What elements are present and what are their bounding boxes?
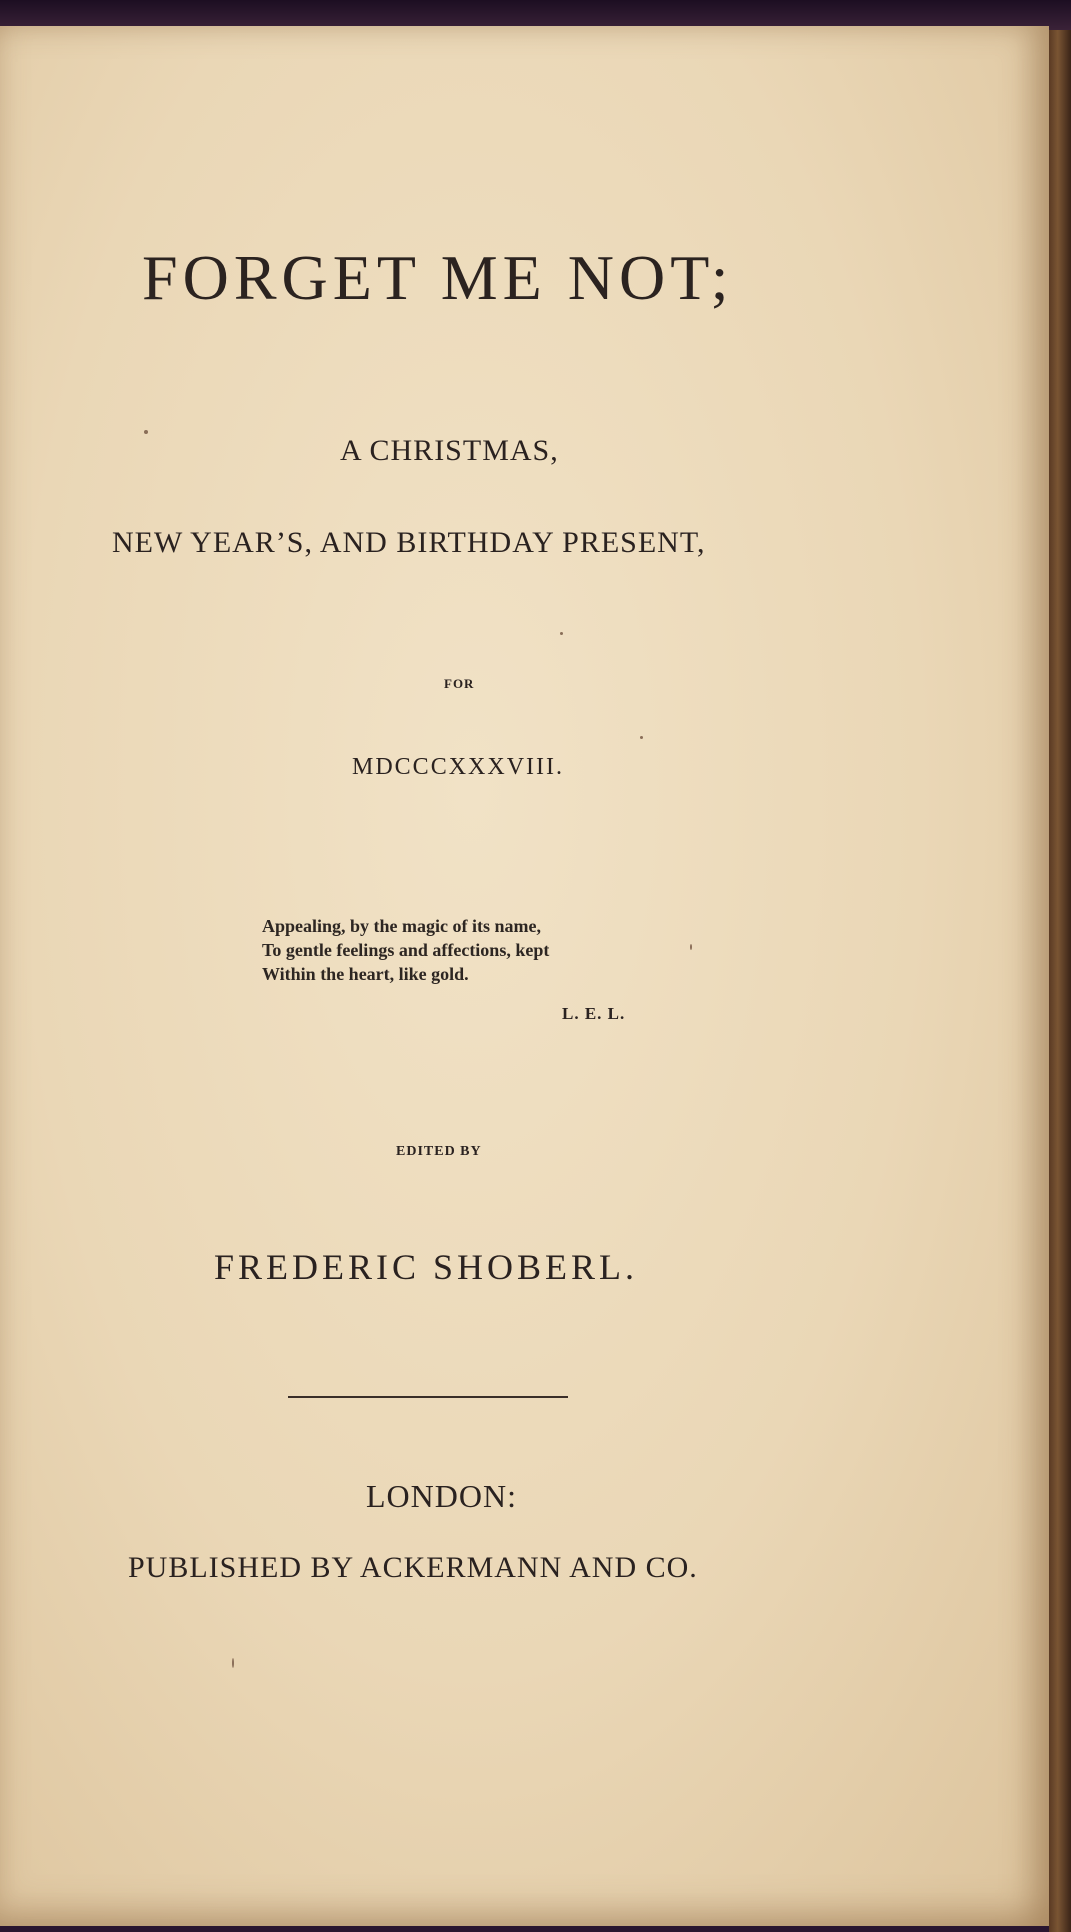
book-spine-edge bbox=[1049, 30, 1071, 1932]
editor-name: FREDERIC SHOBERL. bbox=[214, 1247, 639, 1287]
paper-speck bbox=[144, 430, 148, 434]
publication-year: MDCCCXXXVIII. bbox=[352, 754, 564, 780]
epigraph-attribution: L. E. L. bbox=[562, 1004, 626, 1023]
publisher-line: PUBLISHED BY ACKERMANN AND CO. bbox=[128, 1551, 698, 1584]
epigraph-line: To gentle feelings and affections, kept bbox=[262, 940, 550, 960]
paper-speck bbox=[690, 944, 692, 950]
subtitle-line-1: A CHRISTMAS, bbox=[340, 434, 559, 467]
epigraph bbox=[262, 914, 549, 986]
edited-by-label: EDITED BY bbox=[396, 1144, 482, 1159]
paper-speck bbox=[232, 1658, 234, 1668]
title-page bbox=[0, 26, 1049, 1926]
paper-speck bbox=[640, 736, 643, 739]
subtitle-line-2: NEW YEAR’S, AND BIRTHDAY PRESENT, bbox=[112, 526, 706, 559]
horizontal-rule bbox=[288, 1396, 568, 1398]
paper-speck bbox=[560, 632, 563, 635]
for-label: FOR bbox=[444, 676, 475, 691]
publication-city: LONDON: bbox=[366, 1478, 517, 1514]
epigraph-line: Within the heart, like gold. bbox=[262, 964, 469, 984]
book-title: FORGET ME NOT; bbox=[142, 242, 734, 313]
epigraph-line: Appealing, by the magic of its name, bbox=[262, 916, 541, 936]
